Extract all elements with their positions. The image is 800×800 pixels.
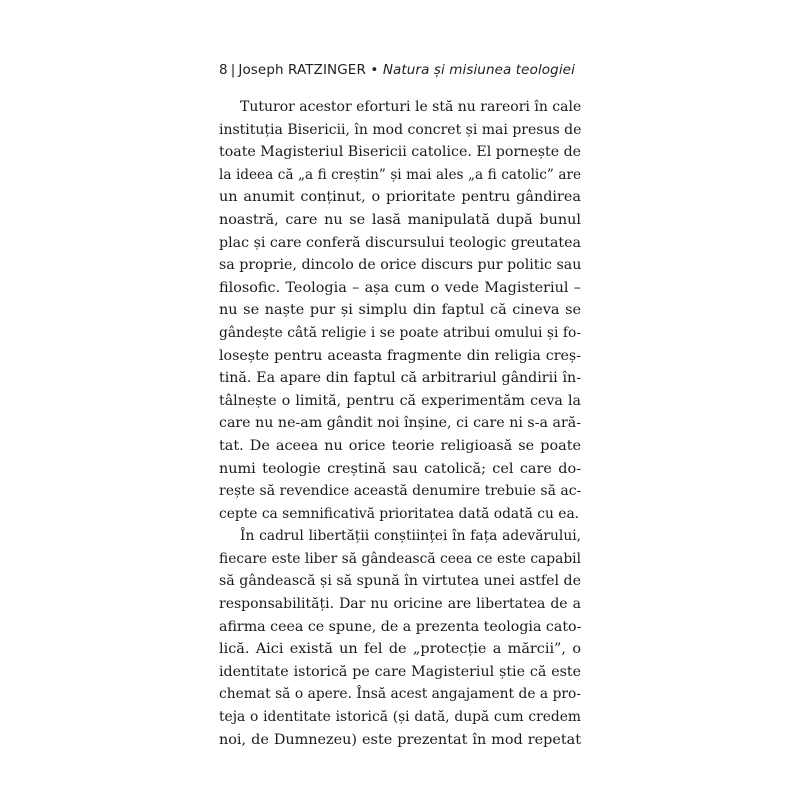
text-line: tâlnește o limită, pentru că experimentăm ceva la: [219, 392, 581, 409]
text-line: chemat să o apere. Însă acest angajament de a pro-: [219, 686, 581, 703]
text-line: responsabilități. Dar nu oricine are libertatea de a: [219, 596, 581, 613]
text-line: noi, de Dumnezeu) este prezentat în mod repetat: [219, 731, 581, 748]
text-line: Tuturor acestor eforturi le stă nu rareori în cale: [240, 99, 581, 115]
text-line: filosofic. Teologia – așa cum o vede Magisteriul –: [219, 279, 581, 296]
text-line: un anumit conținut, o prioritate pentru gândirea: [219, 189, 581, 206]
author-name: Joseph RATZINGER: [238, 62, 366, 78]
text-line: să gândească și să spună în virtutea unei astfel de: [219, 573, 581, 590]
header-separator: |: [230, 62, 236, 78]
book-title: Natura și misiunea teologiei: [382, 62, 575, 78]
text-line: lică. Aici există un fel de „protecție a mărcii”, o: [219, 641, 581, 658]
header-bullet: •: [370, 62, 379, 78]
text-line: identitate istorică pe care Magisteriul știe că este: [219, 663, 581, 680]
text-line: tină. Ea apare din faptul că arbitrariul gândirii în-: [219, 370, 581, 387]
text-line: rește să revendice această denumire trebuie să ac-: [219, 483, 581, 500]
text-line: nu se naște pur și simplu din faptul că cineva se: [219, 302, 581, 319]
text-line: noastră, care nu se lasă manipulată după bunul: [219, 211, 581, 228]
body-text: [219, 96, 581, 751]
text-line: teja o identitate istorică (și dată, după cum credem: [219, 709, 581, 726]
text-line: sa proprie, dincolo de orice discurs pur politic sau: [219, 257, 581, 274]
text-line: plac și care conferă discursului teologic greutatea: [219, 234, 581, 251]
text-line: numi teologie creștină sau catolică; cel care do-: [219, 460, 581, 477]
page-number: 8: [219, 62, 228, 78]
text-line: losește pentru aceasta fragmente din religia creș-: [219, 347, 581, 364]
text-line: toate Magisteriul Bisericii catolice. El pornește de: [219, 144, 581, 161]
text-line: În cadrul libertății conștiinței în fața adevărului,: [240, 528, 581, 545]
text-line: tat. De aceea nu orice teorie religioasă se poate: [219, 437, 581, 454]
text-line: fiecare este liber să gândească ceea ce este capabil: [219, 550, 581, 567]
text-line: la ideea că „a fi creștin” și mai ales „a fi catolic” are: [219, 166, 581, 183]
text-line: care nu ne-am gândit noi înșine, ci care ni s-a ară-: [219, 415, 581, 432]
text-line: afirma ceea ce spune, de a prezenta teologia cato-: [219, 618, 581, 635]
text-line: gândește câtă religie i se poate atribui omului și fo-: [219, 324, 581, 341]
text-line: instituția Bisericii, în mod concret și mai presus de: [219, 121, 581, 138]
text-line: cepte ca semnificativă prioritatea dată odată cu ea.: [219, 505, 580, 522]
running-head: [219, 62, 575, 78]
